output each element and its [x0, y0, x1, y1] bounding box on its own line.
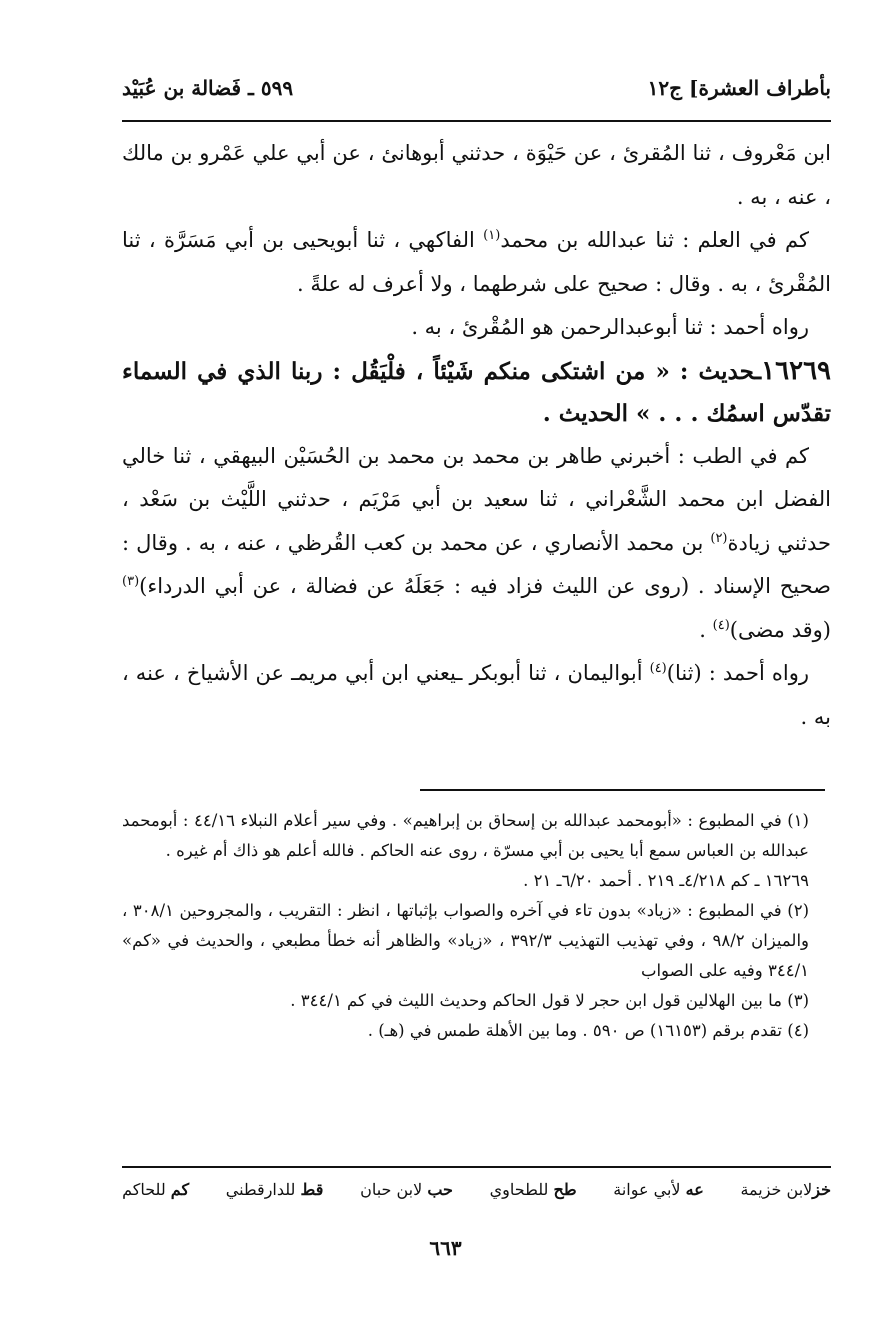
running-header: [122, 68, 831, 108]
footnote-2: (٢) في المطبوع : «زياد» بدون تاء في آخره والصواب بإثباتها ، انظر : التقريب ، والمجروحين ٣٠٨/١ ، والميزان ٩٨/٢ ، وفي تهذيب التهذيب ٣٩٢/٣ ، «زياد» والظاهر أنه خطأ مطبعي ، والحديث في «كم» ٣٤٤/١ وفيه على الصواب: [122, 901, 810, 980]
abbreviation-rule: [122, 1166, 831, 1168]
footnote-mark-2: (٢): [710, 530, 728, 546]
footnote-4: (٤) تقدم برقم (١٦١٥٣) ص ٥٩٠ . وما بين الأهلة طمس في (هـ) .: [367, 1021, 809, 1040]
footnote-mark-1: (١): [483, 228, 501, 243]
body-paragraph-ahmad: رواه أحمد : ثنا أبوعبدالرحمن هو المُقْرئ ، به .: [411, 315, 809, 339]
abbrev-item: خزلابن خزيمة: [740, 1180, 831, 1199]
abbrev-item: قط للدارقطني: [225, 1180, 324, 1199]
hadith-number: ١٦٢٦٩: [761, 355, 831, 386]
body-paragraph-tibb: كم في الطب : أخبرني طاهر بن محمد بن محمد بن الحُسَيْن البيهقي ، ثنا خالي الفضل ابن محمد الشَّعْراني ، ثنا سعيد بن أبي مَرْيَم ، حدثني اللَّيْث بن سَعْد ، حدثني زيادة$^{(٢)}$ بن محمد الأنصاري ، عن محمد بن كعب القُرظي ، عنه ، به . وقال : صحيح الإسناد . (روى عن الليث فزاد فيه : جَعَلَهُ عن فضالة ، عن أبي الدرداء)$^{(٣)}$ (وقد مضى)$^{(٤)}$ .: [122, 443, 831, 642]
footnote-1: (١) في المطبوع : «أبومحمد عبدالله بن إسحاق بن إبراهيم» . وفي سير أعلام النبلاء ٤٤/١٦ : أبومحمد عبدالله بن العباس سمع أبا يحيى بن أبي مسرّة ، روى عنه الحاكم . فالله أعلم هو ذاك أم غيره .: [122, 811, 809, 860]
footnote-mark-3: (٣): [122, 574, 140, 589]
footnote-reference: ١٦٢٦٩ ـ كم ٤/٢١٨ـ ٢١٩ . أحمد ٦/٢٠ـ ٢١ .: [523, 871, 809, 890]
footnote-mark-4b: (٤): [649, 661, 667, 676]
abbrev-item: عه لأبي عوانة: [613, 1180, 704, 1199]
body-paragraph-ilm: كم في العلم : ثنا عبدالله بن محمد$^{(١)}$ الفاكهي ، ثنا أبويحيى بن أبي مَسَرَّة ، ثنا المُقْرئ ، به . وقال : صحيح على شرطهما ، ولا أعرف له علةً .: [122, 228, 831, 296]
body-line-1: ابن مَعْروف ، ثنا المُقرئ ، عن حَيْوَة ، حدثني أبوهانئ ، عن أبي علي عَمْرو بن مالك ، عنه ، به .: [122, 141, 831, 209]
hadith-entry: [122, 350, 831, 435]
header-chapter: ٥٩٩ ـ فَضالة بن عُبَيْد: [122, 76, 294, 100]
page-number: ٦٦٣: [429, 1236, 462, 1260]
footnote-rule: [420, 789, 825, 791]
header-volume: بأطراف العشرة] ج١٢: [647, 76, 831, 100]
header-rule: [122, 120, 831, 122]
abbrev-item: حب لابن حبان: [360, 1180, 453, 1199]
abbrev-item: طح للطحاوي: [489, 1180, 577, 1199]
main-text: [122, 132, 831, 739]
abbrev-item: كم للحاكم: [122, 1180, 190, 1199]
abbreviation-key: [122, 1180, 831, 1199]
footnote-mark-4: (٤): [712, 617, 730, 633]
body-paragraph-ahmad-2: رواه أحمد : (ثنا)$^{(٤)}$ أبواليمان ، ثنا أبوبكر ـيعني ابن أبي مريمـ عن الأشياخ ، عنه ، به .: [122, 661, 831, 729]
hadith-text: ـحديث : « من اشتكى منكم شَيْئاً ، فلْيَقُل : ربنا الذي في السماء تقدّس اسمُك . . . » الحديث .: [122, 357, 831, 427]
footnote-3: (٣) ما بين الهلالين قول ابن حجر لا قول الحاكم وحديث الليث في كم ٣٤٤/١ .: [290, 991, 809, 1010]
footnotes: [122, 806, 831, 1046]
